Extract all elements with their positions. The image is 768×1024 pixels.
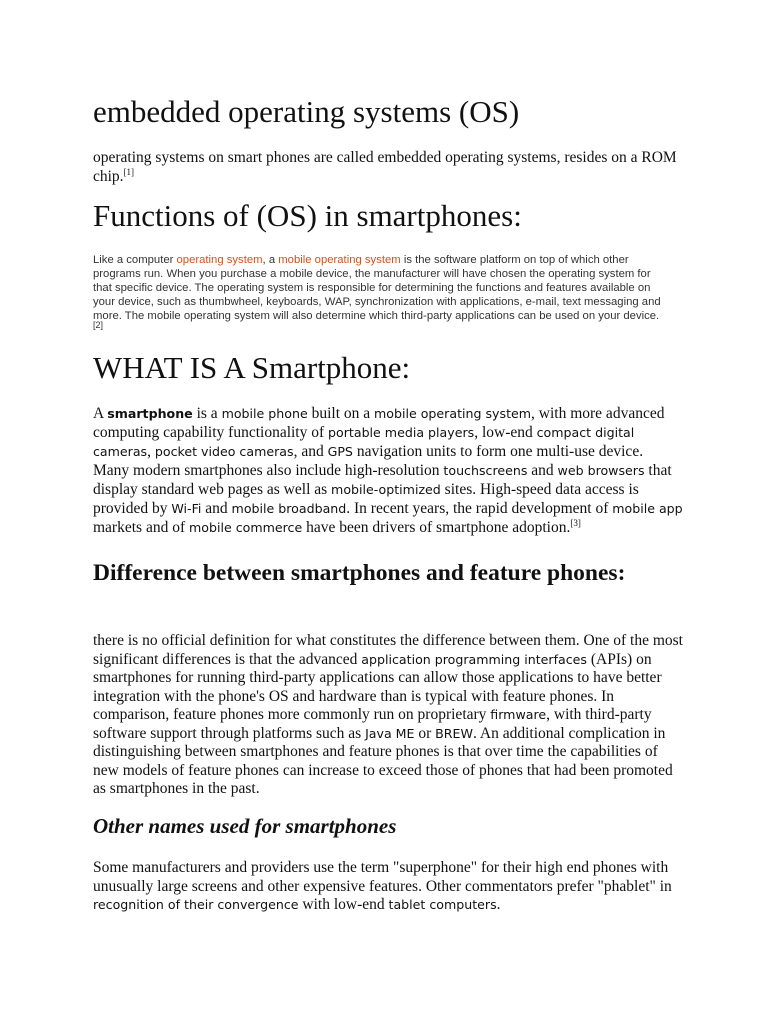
what-text-5: ,: [147, 443, 155, 460]
paragraph-embedded-os: [93, 148, 681, 186]
term-compact-digital-cameras[interactable]: compact digital cameras: [93, 425, 635, 459]
term-brew[interactable]: BREW: [435, 725, 473, 741]
what-text-11: and: [201, 500, 232, 517]
what-text-9: that display standard web pages as well as: [93, 462, 672, 498]
term-tablet-computers[interactable]: tablet computers: [388, 897, 497, 912]
term-mobile-phone[interactable]: mobile phone: [221, 406, 308, 421]
what-text-10: sites. High-speed data access is provided by: [93, 481, 639, 517]
heading-other-names: Other names used for smartphones: [93, 814, 397, 838]
heading-embedded-os: embedded operating systems (OS): [93, 94, 520, 129]
paragraph-functions: [93, 254, 665, 337]
what-text-1: is a: [192, 405, 222, 422]
what-text-12: . In recent years, the rapid development of: [346, 500, 613, 517]
reference-1[interactable]: [1]: [123, 166, 135, 177]
what-text-7: navigation units to form one multi-use device. Many modern smartphones also include high-resolution: [93, 443, 644, 479]
functions-text-2: , a: [262, 254, 279, 266]
paragraph-difference: [93, 632, 683, 799]
term-gps[interactable]: GPS: [327, 444, 353, 459]
diff-text-1: there is no official definition for what constitutes the difference between them. One of the most significant differences is that the advanced: [93, 632, 683, 668]
term-portable-media-players[interactable]: portable media players: [328, 425, 475, 440]
term-touchscreens[interactable]: touchscreens: [443, 463, 528, 478]
link-mobile-operating-system[interactable]: mobile operating system: [278, 254, 401, 266]
reference-3[interactable]: [3]: [570, 517, 581, 528]
what-text-3: , with more advanced computing capability functionality of: [93, 405, 665, 441]
term-mobile-operating-system[interactable]: mobile operating system: [374, 406, 532, 421]
what-text-2: built on a: [307, 405, 375, 422]
diff-text-3: , with third-party software support through platforms such as: [93, 706, 652, 742]
diff-text-2: (APIs) on smartphones for running third-party applications can allow those applications to have better integration with the phone's OS and hardware than is typical with feature phones. In comparison, feature phones more commonly run on proprietary: [93, 650, 662, 723]
paragraph-other-names: [93, 859, 683, 915]
functions-text-1: Like a computer: [93, 254, 177, 266]
term-api[interactable]: application programming interfaces: [361, 651, 587, 667]
term-mobile-optimized[interactable]: mobile-optimized: [331, 482, 441, 497]
what-text-8: and: [527, 462, 558, 479]
heading-functions: Functions of (OS) in smartphones:: [93, 198, 522, 233]
other-text-2: with low-end: [298, 896, 389, 913]
what-text-0: A: [93, 405, 108, 422]
term-mobile-broadband[interactable]: mobile broadband: [231, 501, 347, 516]
term-wifi[interactable]: Wi-Fi: [171, 501, 202, 516]
term-mobile-commerce[interactable]: mobile commerce: [188, 520, 303, 535]
term-pocket-video-cameras[interactable]: pocket video cameras: [154, 444, 294, 459]
term-smartphone: smartphone: [107, 406, 193, 421]
term-recognition[interactable]: recognition of their convergence: [93, 897, 299, 912]
other-text-1: Some manufacturers and providers use the term "superphone" for their high end phones with unusually large screens and other expensive features. Other commentators prefer "phablet" in: [93, 859, 672, 895]
paragraph-what-is-smartphone: [93, 404, 683, 537]
term-mobile-app[interactable]: mobile app: [612, 501, 683, 516]
what-text-4: , low-end: [474, 424, 537, 441]
embedded-text: operating systems on smart phones are called embedded operating systems, resides on a ROM chip.: [93, 149, 677, 185]
term-firmware[interactable]: firmware: [490, 707, 547, 722]
reference-2[interactable]: [2]: [93, 319, 104, 330]
diff-text-4: or: [414, 724, 436, 742]
link-operating-system[interactable]: operating system: [176, 254, 263, 266]
term-java-me[interactable]: Java ME: [365, 725, 415, 741]
what-text-13: markets and of: [93, 519, 189, 536]
heading-what-is-smartphone: WHAT IS A Smartphone:: [93, 350, 411, 385]
term-web-browsers[interactable]: web browsers: [557, 463, 645, 478]
diff-text-5: . An additional complication in distinguishing between smartphones and feature phones is that over time the capabilities of new models of feature phones can increase to exceed those of phones that had been promoted as smartphones in the past.: [93, 724, 673, 797]
what-text-6: , and: [293, 443, 328, 460]
heading-difference: Difference between smartphones and feature phones:: [93, 560, 626, 586]
functions-text-3: is the software platform on top of which other programs run. When you purchase a mobile device, the manufacturer will have chosen the operating system for that specific device. The operating system is responsible for determining the functions and features available on your device, such as thumbwheel, keyboards, WAP, synchronization with applications, e-mail, text messaging and more. The mobile operating system will also determine which third-party applications can be used on your device.: [93, 254, 661, 322]
what-text-14: have been drivers of smartphone adoption.: [302, 519, 571, 536]
other-text-3: .: [496, 896, 501, 913]
